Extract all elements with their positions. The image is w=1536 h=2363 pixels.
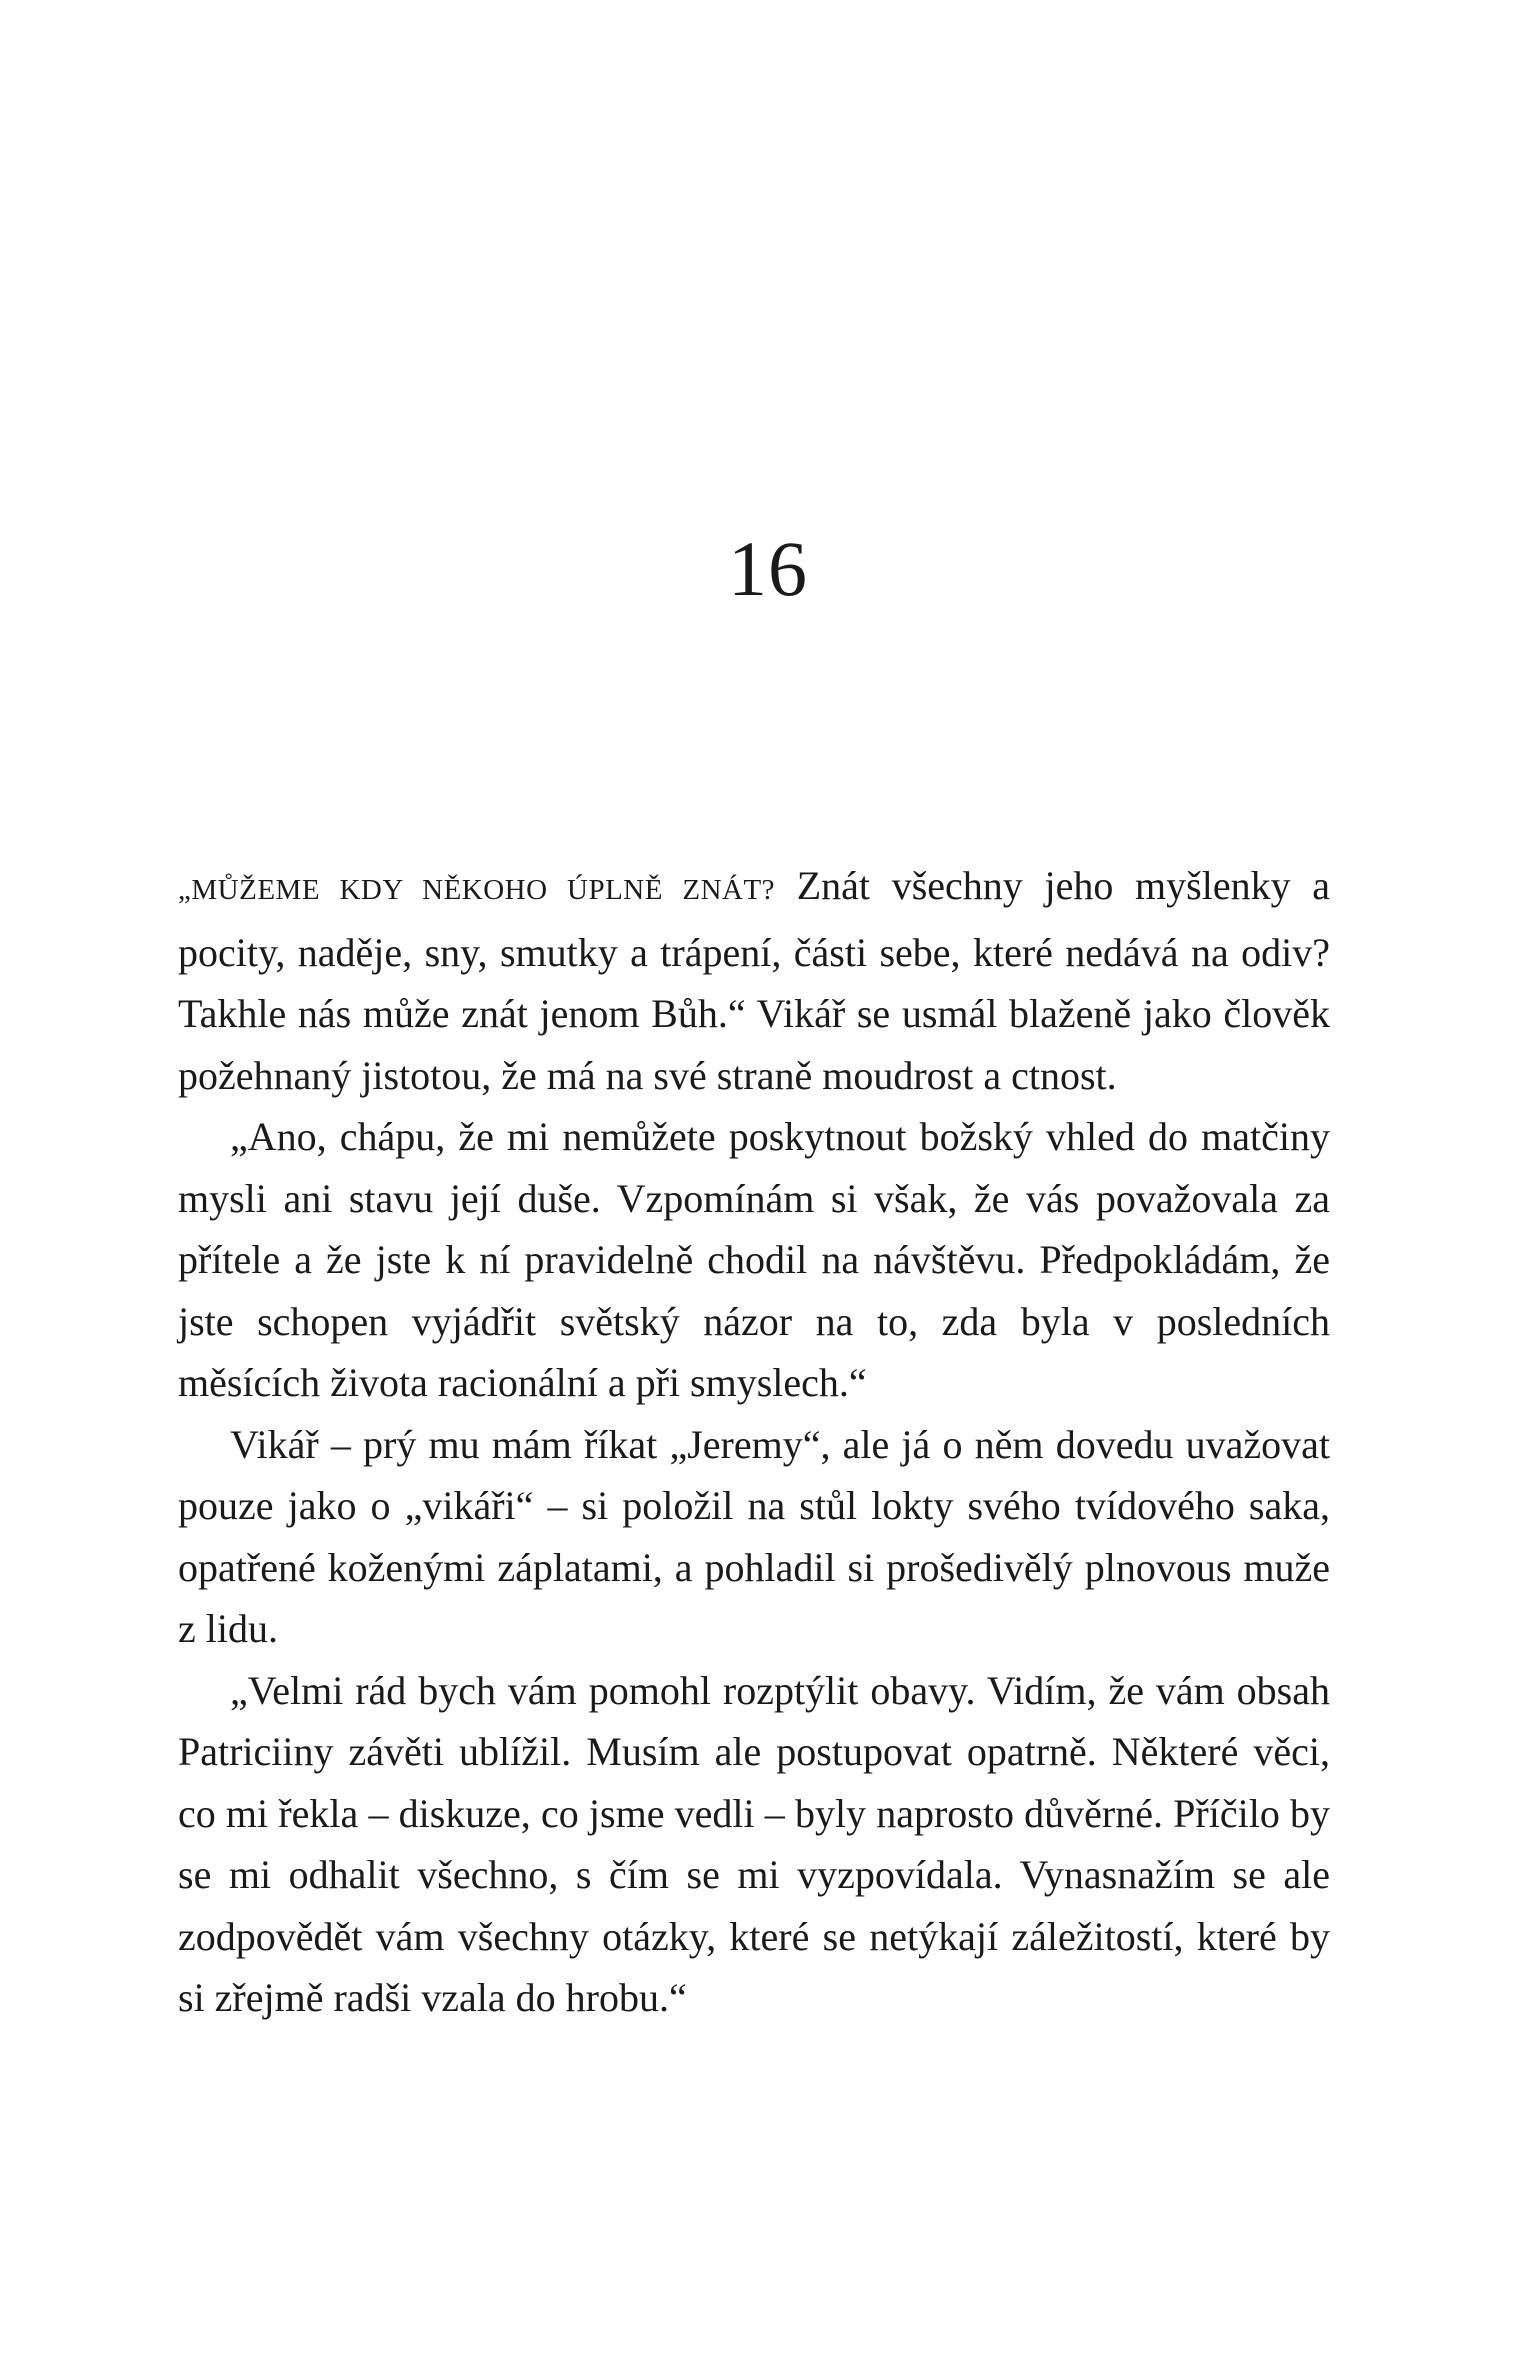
paragraph-1-text: Znát všechny jeho myšlenky a pocity, naděje, sny, smutky a trápení, části sebe, které nedává na odiv? Takhle nás může znát jenom Bůh.“ Vikář se usmál blaženě jako člověk požehnaný jistotou, že má na své straně moudrost a ctnost. [178, 863, 1330, 1098]
paragraph-4: „Velmi rád bych vám pomohl rozptýlit obavy. Vidím, že vám obsah Patriciiny závěti ublížil. Musím ale postupovat opatrně. Některé věci, co mi řekla – diskuze, co jsme vedli – byly naprosto důvěrné. Příčilo by se mi odhalit všechno, s čím se mi vyzpovídala. Vynasnažím se ale zodpovědět vám všechny otázky, které se netýkají záležitostí, které by si zřejmě radši vzala do hrobu.“ [178, 1667, 1330, 2020]
paragraph-2: „Ano, chápu, že mi nemůžete poskytnout božský vhled do matčiny mysli ani stavu její duše. Vzpomínám si však, že vás považovala za přítele a že jste k ní pravidelně chodil na návštěvu. Předpokládám, že jste schopen vyjádřit světský názor na to, zda byla v posledních měsících života racionální a při smyslech.“ [178, 1114, 1330, 1405]
chapter-text [178, 855, 1330, 2029]
paragraph-lead-smallcaps: „MŮŽEME KDY NĚKOHO ÚPLNĚ ZNÁT? [178, 874, 776, 906]
paragraph-1 [178, 855, 1330, 1106]
paragraph-3: Vikář – prý mu mám říkat „Jeremy“, ale já o něm dovedu uvažovat pouze jako o „vikáři“ – si položil na stůl lokty svého tvídového saka, opatřené koženými záplatami, a pohladil si prošedivělý plnovous muže z lidu. [178, 1421, 1330, 1651]
chapter-number: 16 [728, 525, 808, 612]
